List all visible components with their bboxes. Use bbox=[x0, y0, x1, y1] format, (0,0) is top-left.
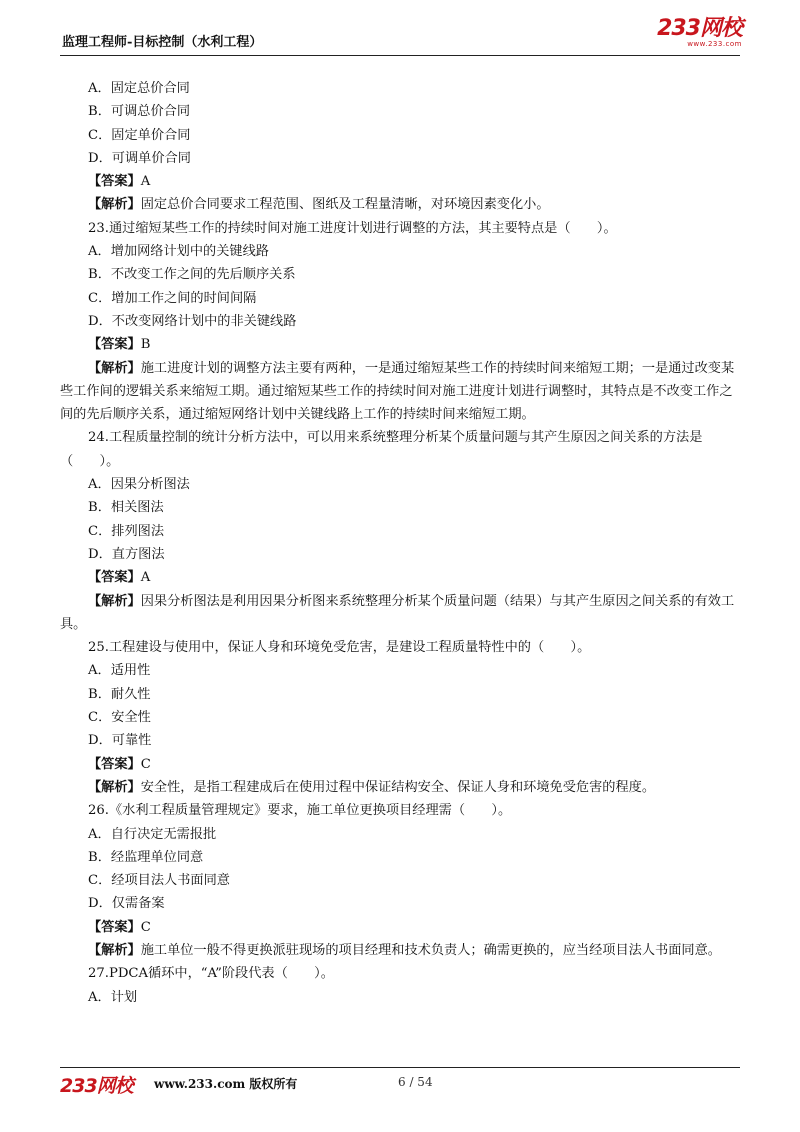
logo-text: 233网校 bbox=[657, 16, 742, 41]
label-tag: 【答案】 bbox=[88, 919, 141, 935]
label-tag: 【解析】 bbox=[88, 360, 141, 376]
option-line: C．经项目法人书面同意 bbox=[88, 873, 230, 889]
option-line: C．固定单价合同 bbox=[88, 127, 191, 143]
option-line: A．固定总价合同 bbox=[88, 81, 190, 96]
label-tag: 【答案】 bbox=[88, 756, 141, 772]
header-divider bbox=[60, 55, 740, 56]
option-line: C．安全性 bbox=[88, 710, 151, 726]
footer-copyright: www.233.com 版权所有 bbox=[154, 1077, 298, 1091]
option-line: A．适用性 bbox=[88, 663, 151, 679]
question-line: 23.通过缩短某些工作的持续时间对施工进度计划进行调整的方法，其主要特点是（ ）。 bbox=[88, 220, 617, 236]
answer-line: 【答案】C bbox=[88, 919, 151, 935]
option-line: A．计划 bbox=[88, 989, 138, 1005]
question-line: 25.工程建设与使用中，保证人身和环境免受危害，是建设工程质量特性中的（ ）。 bbox=[88, 640, 591, 656]
page-footer bbox=[60, 1063, 740, 1103]
option-line: D．可靠性 bbox=[88, 733, 152, 749]
option-line: B．耐久性 bbox=[88, 686, 151, 702]
brand-logo bbox=[657, 18, 742, 48]
label-tag: 【解析】 bbox=[88, 942, 141, 958]
document-body bbox=[60, 77, 742, 1009]
option-line: D．可调单价合同 bbox=[88, 150, 191, 166]
answer-line: 【答案】A bbox=[88, 174, 151, 190]
option-line: D．仅需备案 bbox=[88, 896, 165, 912]
option-line: A．增加网络计划中的关键线路 bbox=[88, 244, 269, 260]
page-number: 6 / 54 bbox=[398, 1075, 433, 1089]
answer-line: 【答案】A bbox=[88, 570, 151, 586]
option-line: B．相关图法 bbox=[88, 500, 164, 516]
analysis-line: 【解析】施工进度计划的调整方法主要有两种，一是通过缩短某些工作的持续时间来缩短工期；一是通过改变某些工作间的逻辑关系来缩短工期。通过缩短某些工作的持续时间对施工进度计划进行调整时，其特点是不改变工作之间的先后顺序关系，通过缩短网络计划中关键线路上工作的持续时间来缩短工期。 bbox=[60, 360, 735, 423]
analysis-line: 【解析】固定总价合同要求工程范围、图纸及工程量清晰，对环境因素变化小。 bbox=[88, 197, 550, 213]
option-line: B．可调总价合同 bbox=[88, 104, 191, 120]
answer-line: 【答案】C bbox=[88, 756, 151, 772]
option-line: B．不改变工作之间的先后顺序关系 bbox=[88, 267, 296, 283]
option-line: A．自行决定无需报批 bbox=[88, 826, 217, 842]
footer-logo: 233网校 bbox=[60, 1075, 133, 1097]
label-tag: 【答案】 bbox=[88, 174, 141, 190]
label-tag: 【解析】 bbox=[88, 197, 141, 213]
analysis-line: 【解析】因果分析图法是利用因果分析图来系统整理分析某个质量问题（结果）与其产生原因之间关系的有效工具。 bbox=[60, 593, 735, 632]
analysis-line: 【解析】安全性，是指工程建成后在使用过程中保证结构安全、保证人身和环境免受危害的程度。 bbox=[88, 779, 656, 795]
option-line: C．增加工作之间的时间间隔 bbox=[88, 290, 257, 306]
logo-url: www.233.com bbox=[687, 40, 742, 48]
label-tag: 【答案】 bbox=[88, 570, 141, 586]
question-line: 26.《水利工程质量管理规定》要求，施工单位更换项目经理需（ ）。 bbox=[88, 803, 512, 819]
option-line: C．排列图法 bbox=[88, 523, 165, 539]
document-title: 监理工程师-目标控制（水利工程） bbox=[62, 35, 263, 50]
label-tag: 【答案】 bbox=[88, 337, 141, 353]
option-line: D．直方图法 bbox=[88, 546, 165, 562]
answer-line: 【答案】B bbox=[88, 337, 151, 353]
analysis-line: 【解析】施工单位一般不得更换派驻现场的项目经理和技术负责人；确需更换的，应当经项目法人书面同意。 bbox=[88, 942, 721, 958]
label-tag: 【解析】 bbox=[88, 593, 141, 609]
option-line: D．不改变网络计划中的非关键线路 bbox=[88, 313, 297, 329]
page-header bbox=[60, 0, 740, 58]
footer-divider bbox=[60, 1067, 740, 1068]
question-line: 27.PDCA循环中，“A”阶段代表（ ）。 bbox=[88, 966, 334, 982]
label-tag: 【解析】 bbox=[88, 779, 141, 795]
option-line: B．经监理单位同意 bbox=[88, 849, 204, 865]
option-line: A．因果分析图法 bbox=[88, 477, 190, 493]
question-line: 24.工程质量控制的统计分析方法中，可以用来系统整理分析某个质量问题与其产生原因之间关系的方法是（ ）。 bbox=[60, 430, 703, 469]
